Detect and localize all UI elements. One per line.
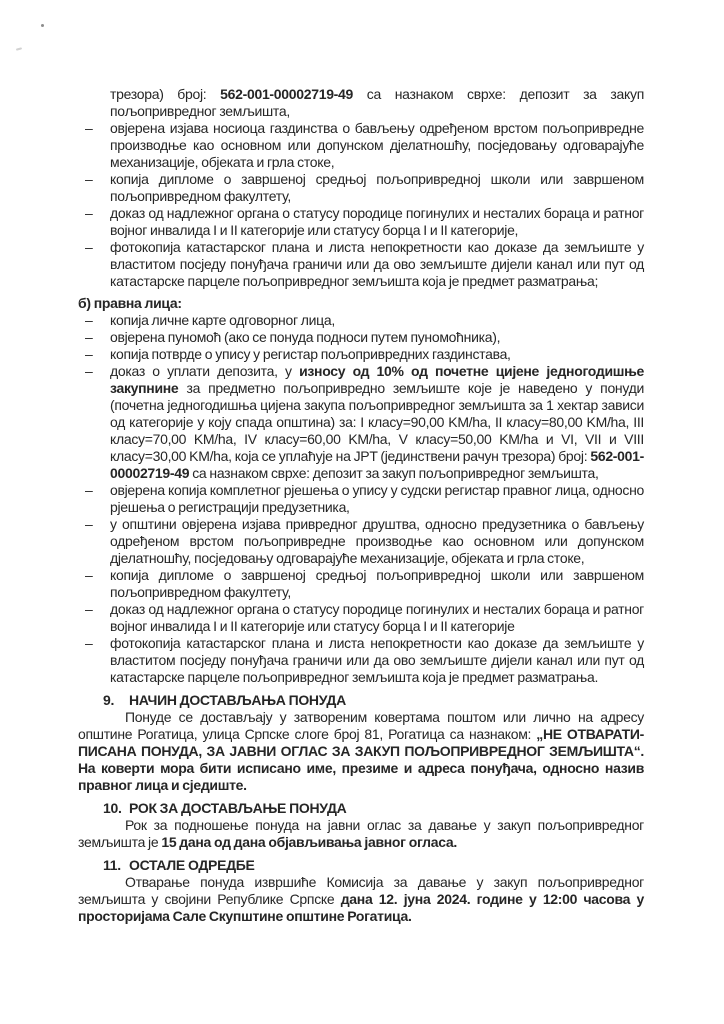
list-item — [78, 346, 644, 363]
bullet-dash: – — [85, 329, 93, 345]
bullet-dash: – — [85, 601, 93, 617]
bullet-dash: – — [85, 312, 93, 328]
list-item-text: копија дипломе о завршеној средњој пољопривредној школи или завршеном пољопривредном факултету, — [110, 567, 644, 600]
section-paragraph: Отварање понуда извршиће Комисија за давање у закуп пољопривредног земљишта у својини Републике Српске дана 12. јуна 2024. године у 12:00 часова у просторијама Сале Скупштине општине Рогатица. — [78, 874, 644, 924]
bullet-dash: – — [85, 239, 93, 255]
list-item-text: доказ од надлежног органа о статусу породице погинулих и несталих бораца и ратног војног инвалида I и II категорије или статусу борца I и II категорије — [110, 601, 644, 634]
list-item — [78, 567, 644, 601]
section-heading-deadline — [78, 800, 644, 817]
list-item-continuation: трезора) број: 562-001-00002719-49 са назнаком сврхе: депозит за закуп пољопривредног земљишта, — [110, 86, 644, 119]
list-item-text: доказ о уплати депозита, у износу од 10% од почетне цијене једногодишње закупнине за предметно пољопривредно земљиште које је наведено у понуди (почетна једногодишња цијена закупа пољопривредног земљишта за 1 хектар зависи од категорије у коју спада општина) за: I класу=90,00 KM/ha, II класу=80,00 KM/ha, III класу=70,00 KM/ha, IV класу=60,00 KM/ha, V класу=50,00 KM/ha и VI, VII и VIII класу=30,00 KM/ha, која се уплаћује на JPT (јединствени рачун трезора) број: 562-001-00002719-49 са назнаком сврхе: депозит за закуп пољопривредног земљишта, — [110, 363, 644, 481]
list-item-text: фотокопија катастарског плана и листа непокретности као доказе да земљиште у властитом посједу понуђача граничи или да ово земљиште дијели канал или пут од катастарске парцеле пољопривредног земљишта која је предмет разматрања; — [110, 239, 644, 289]
list-item — [78, 516, 644, 567]
list-item-text: копија дипломе о завршеној средњој пољопривредној школи или завршеном пољопривредном факултету, — [110, 171, 644, 204]
bullet-dash: – — [85, 205, 93, 221]
subsection-heading-legal-entities: б) правна лица: — [78, 295, 182, 311]
list-item-text: доказ од надлежног органа о статусу породице погинулих и несталих бораца и ратног војног инвалида I и II категорије или статусу борца I и II категорије, — [110, 205, 644, 238]
section-title: РОК ЗА ДОСТАВЉАЊЕ ПОНУДА — [129, 800, 347, 816]
section-number: 10. — [103, 800, 122, 816]
bullet-dash: – — [85, 346, 93, 362]
list-item-text: копија личне карте одговорног лица, — [110, 312, 335, 328]
section-number: 11. — [103, 857, 121, 873]
bullet-dash: – — [85, 120, 93, 136]
section-heading-other-provisions — [78, 857, 644, 874]
list-item-text: овјерена копија комплетног рјешења о упису у судски регистар правног лица, односно рјешења о регистрацији предузетника, — [110, 482, 644, 515]
bullet-dash: – — [85, 171, 93, 187]
bullet-dash: – — [85, 567, 93, 583]
scan-speck — [16, 47, 22, 50]
requirements-list-b — [78, 312, 644, 686]
list-item-text: овјерена пуномоћ (ако се понуда подноси путем пуномоћника), — [110, 329, 501, 345]
list-item — [78, 312, 644, 329]
list-item — [78, 601, 644, 635]
list-item-text: овјерена изјава носиоца газдинства о бављењу одређеном врстом пољопривредне производње као основном или допунском дјелатношћу, посједовању одговарајуће механизације, објеката и грла стоке, — [110, 120, 644, 170]
bullet-dash: – — [85, 482, 93, 498]
section-title: ОСТАЛЕ ОДРЕДБЕ — [129, 857, 255, 873]
bullet-dash: – — [85, 635, 93, 651]
list-item — [78, 120, 644, 171]
list-item — [78, 205, 644, 239]
requirements-list-a — [78, 120, 644, 290]
document-content — [78, 86, 644, 925]
list-item — [78, 329, 644, 346]
section-paragraph: Понуде се достављају у затвореним ковертама поштом или лично на адресу општине Рогатица, улица Српске слоге број 81, Рогатица са назнаком: „НЕ ОТВАРАТИ-ПИСАНА ПОНУДА, ЗА ЈАВНИ ОГЛАС ЗА ЗАКУП ПОЉОПРИВРЕДНОГ ЗЕМЉИШТА“. На коверти мора бити исписано име, презиме и адреса понуђача, односно назив правног лица и сједиште. — [78, 709, 644, 793]
scan-speck — [41, 24, 44, 27]
section-heading-delivery-method — [78, 692, 644, 709]
bullet-dash: – — [85, 516, 93, 532]
list-item — [78, 171, 644, 205]
list-item — [78, 239, 644, 290]
section-title: НАЧИН ДОСТАВЉАЊА ПОНУДА — [129, 692, 346, 708]
section-number: 9. — [103, 692, 115, 708]
bullet-dash: – — [85, 363, 93, 379]
list-item — [78, 635, 644, 686]
list-item-text: у општини овјерена изјава привредног друштва, односно предузетника о бављењу одређеном врстом пољопривредне производње као основном или допунском дјелатношћу, посједовању одговарајуће механизације, објеката и грла стоке, — [110, 516, 644, 566]
list-item — [78, 363, 644, 482]
section-paragraph: Рок за подношење понуда на јавни оглас за давање у закуп пољопривредног земљишта је 15 дана од дана објављивања јавног огласа. — [78, 817, 644, 850]
list-item — [78, 482, 644, 516]
list-item-text: копија потврде о упису у регистар пољопривредних газдинстава, — [110, 346, 511, 362]
list-item-text: фотокопија катастарског плана и листа непокретности као доказе да земљиште у властитом посједу понуђача граничи или да ово земљиште дијели канал или пут од катастарске парцеле пољопривредног земљишта која је предмет разматрања. — [110, 635, 644, 685]
